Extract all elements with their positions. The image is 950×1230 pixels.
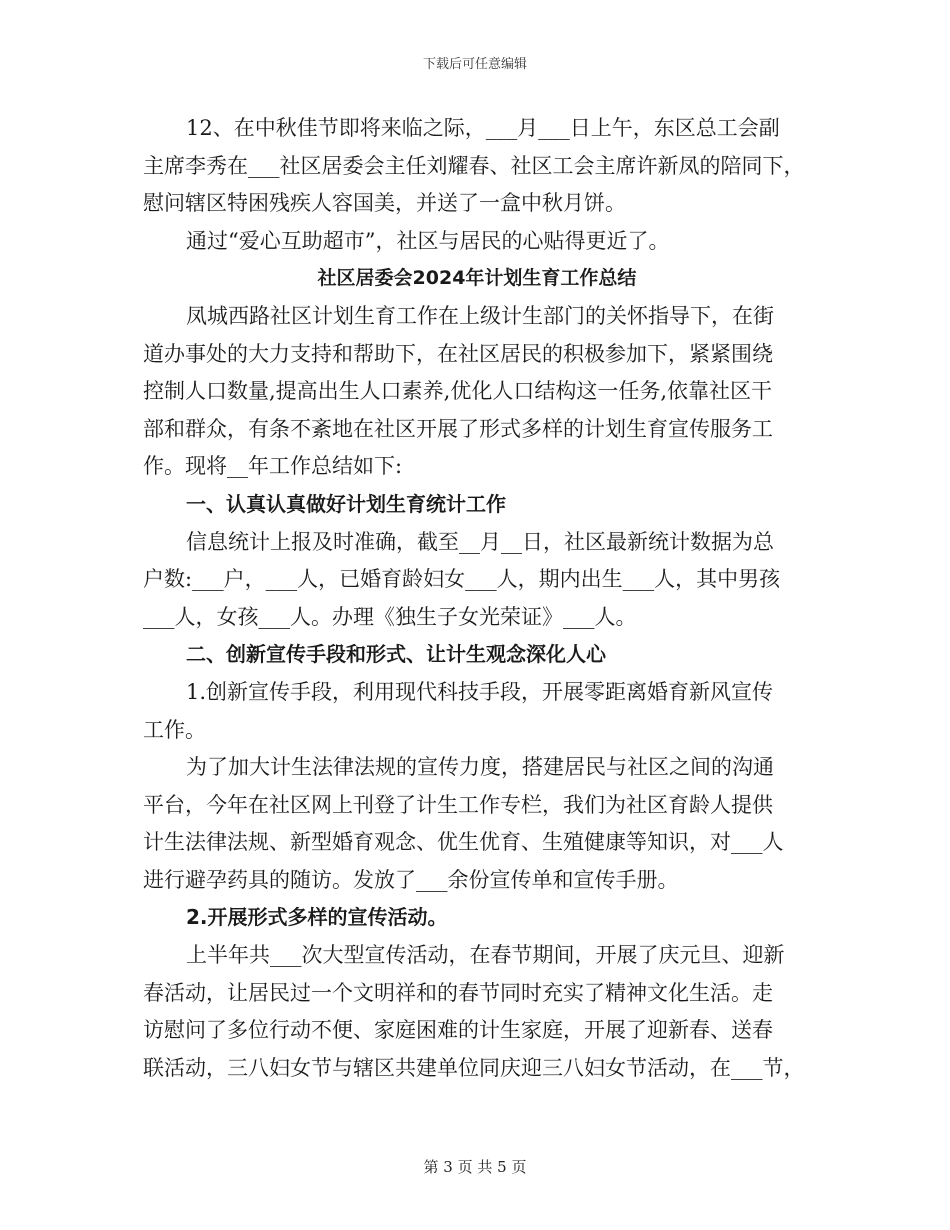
section-heading: 2.开展形式多样的宣传活动。: [186, 905, 448, 930]
paragraph-line: 部和群众，有条不紊地在社区开展了形式多样的计划生育宣传服务工: [143, 416, 773, 441]
paragraph-line: 凤城西路社区计划生育工作在上级计生部门的关怀指导下，在街: [186, 303, 774, 328]
page-header-note: 下载后可任意编辑: [422, 57, 527, 72]
paragraph-line: 联活动，三八妇女节与辖区共建单位同庆迎三八妇女节活动，在___节，: [143, 1055, 805, 1080]
paragraph-line: 工作。: [143, 717, 206, 742]
paragraph-line: 控制人口数量,提高出生人口素养,优化人口结构这一任务,依靠社区干: [143, 379, 773, 404]
paragraph-line: 进行避孕药具的随访。发放了___余份宣传单和宣传手册。: [143, 867, 679, 892]
section-title: 社区居委会2024年计划生育工作总结: [317, 267, 637, 290]
paragraph-line: 访慰问了多位行动不便、家庭困难的计生家庭，开展了迎新春、送春: [143, 1018, 773, 1043]
paragraph-line: 春活动，让居民过一个文明祥和的春节同时充实了精神文化生活。走: [143, 980, 773, 1005]
paragraph-line: 主席李秀在___社区居委会主任刘耀春、社区工会主席许新凤的陪同下，: [143, 153, 805, 178]
paragraph-line: 慰问辖区特困残疾人容国美，并送了一盒中秋月饼。: [143, 191, 626, 216]
paragraph-line: 12、在中秋佳节即将来临之际，___月___日上午，东区总工会副: [186, 116, 780, 140]
document-body: [143, 110, 811, 1087]
page-footer: 第 3 页 共 5 页: [423, 1158, 527, 1176]
section-heading: 一、认真认真做好计划生育统计工作: [186, 491, 506, 516]
paragraph-line: 通过“爱心互助超市”，社区与居民的心贴得更近了。: [186, 228, 670, 253]
paragraph-line: ___人，女孩___人。办理《独生子女光荣证》___人。: [143, 604, 637, 629]
paragraph-line: 信息统计上报及时准确，截至__月__日，社区最新统计数据为总: [186, 529, 774, 554]
paragraph-line: 上半年共___次大型宣传活动，在春节期间，开展了庆元旦、迎新: [186, 943, 785, 968]
paragraph-line: 计生法律法规、新型婚育观念、优生优育、生殖健康等知识，对___人: [143, 830, 784, 855]
section-heading: 二、创新宣传手段和形式、让计生观念深化人心: [186, 642, 606, 667]
paragraph-line: 户数:___户，___人，已婚育龄妇女___人，期内出生___人，其中男孩: [143, 567, 781, 592]
paragraph-line: 平台，今年在社区网上刊登了计生工作专栏，我们为社区育龄人提供: [143, 792, 773, 817]
paragraph-line: 为了加大计生法律法规的宣传力度，搭建居民与社区之间的沟通: [186, 755, 774, 780]
paragraph-line: 作。现将__年工作总结如下:: [143, 454, 403, 479]
paragraph-line: 道办事处的大力支持和帮助下，在社区居民的积极参加下，紧紧围绕: [143, 341, 773, 366]
paragraph-line: 1.创新宣传手段，利用现代科技手段，开展零距离婚育新风宣传: [186, 679, 774, 704]
